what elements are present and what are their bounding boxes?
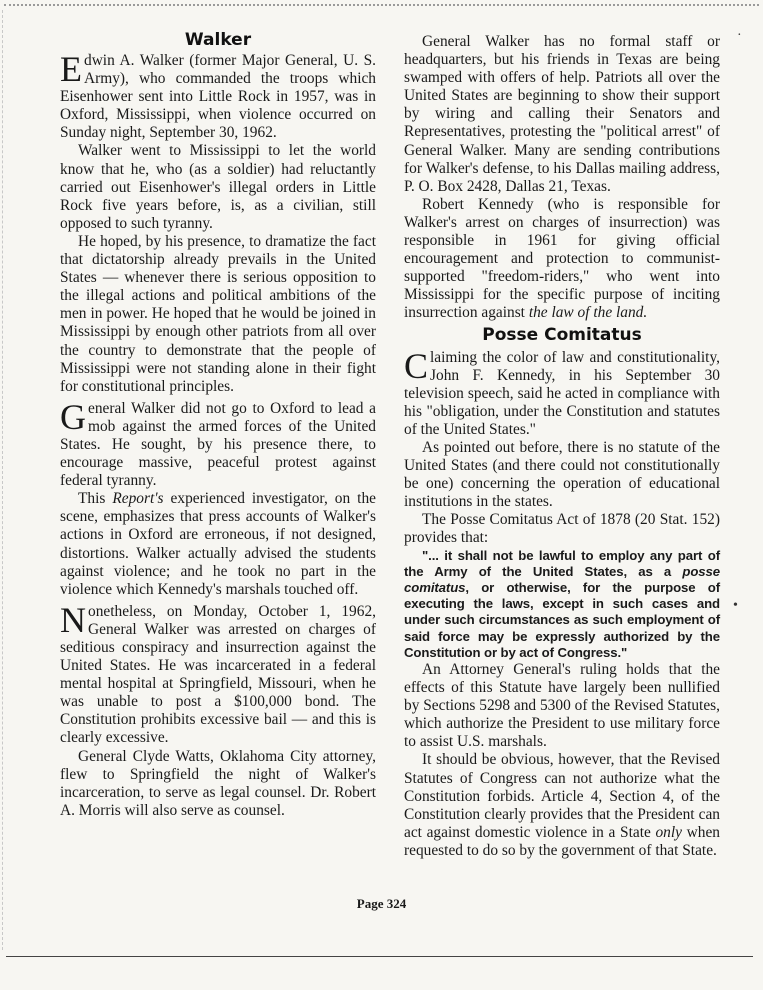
drop-cap: N	[60, 599, 86, 640]
statute-quote: "... it shall not be lawful to employ any part of the Army of the United States, as a posse comitatus, or otherwise, for the purpose of executing the laws, except in such cases and under such circumstances as such employment of said force may be expressly authorized by the Constitution or by act of Congress."	[404, 547, 720, 660]
paragraph: An Attorney General's ruling holds that the effects of this Statute have largely been nullified by Sections 5298 and 5300 of the Revised Statutes, which authorize the President to use military force to assist U.S. marshals.	[404, 660, 720, 751]
paragraph: General Walker has no formal staff or headquarters, but his friends in Texas are being swamped with offers of help. Patriots all over the United States are beginning to show their support by wiring and calling their Senators and Representatives, protesting the "political arrest" of General Walker. Many are sending contributions for Walker's defense, to his Dallas mailing address, P. O. Box 2428, Dallas 21, Texas.	[404, 33, 720, 195]
drop-cap: E	[60, 49, 82, 89]
drop-cap: G	[60, 396, 86, 437]
stray-mark: •	[733, 598, 738, 613]
paragraph: Nonetheless, on Monday, October 1, 1962, General Walker was arrested on charges of seditious conspiracy and insurrection against the United States. He was incarcerated in a federal mental hospital at Springfield, Missouri, when he was unable to post a $100,000 bond. The Constitution prohibits excessive bail — and this is clearly excessive.	[60, 599, 376, 747]
posse-comitatus-heading: Posse Comitatus	[482, 324, 642, 345]
paragraph: The Posse Comitatus Act of 1878 (20 Stat. 152) provides that:	[404, 511, 720, 547]
paragraph: General Clyde Watts, Oklahoma City attorney, flew to Springfield the night of Walker's incarceration, to serve as legal counsel. Dr. Robert A. Morris will also serve as counsel.	[60, 747, 376, 819]
paragraph: Edwin A. Walker (former Major General, U. S. Army), who commanded the troops which Eisenhower sent into Little Rock in 1957, was in Oxford, Mississippi, when violence occurred on Sunday night, September 30, 1962.	[60, 49, 376, 142]
page-number: Page 324	[356, 896, 407, 911]
paragraph: It should be obvious, however, that the Revised Statutes of Congress can not authorize what the Constitution forbids. Article 4, Section 4, of the Constitution clearly provides that the President can act against domestic violence in a State only when requested to do so by the government of that State.	[404, 751, 720, 859]
right-column	[404, 33, 720, 860]
left-edge-rule	[2, 10, 3, 950]
paragraph: Claiming the color of law and constitutionality, John F. Kennedy, in his September 30 television speech, said he acted in compliance with his "obligation, under the Constitution and statutes of the United States."	[404, 345, 720, 438]
paragraph: Walker went to Mississippi to let the world know that he, who (as a soldier) had reluctantly carried out Eisenhower's illegal orders in Little Rock five years before, is, as a civilian, still opposed to such tyranny.	[60, 142, 376, 232]
drop-cap: C	[404, 345, 429, 386]
top-border-rule	[4, 4, 759, 6]
left-column	[60, 30, 376, 820]
paragraph: Robert Kennedy (who is responsible for Walker's arrest on charges of insurrection) was responsible in 1961 for giving official encouragement and protection to communist-supported "freedom-riders," who went into Mississippi for the specific purpose of inciting insurrection against the law of the land.	[404, 195, 720, 322]
paragraph: This Report's experienced investigator, on the scene, emphasizes that press accounts of Walker's actions in Oxford are erroneous, if not designed, distortions. Walker actually advised the students against violence; and he took no part in the violence which Kennedy's marshals touched off.	[60, 490, 376, 598]
paragraph: General Walker did not go to Oxford to lead a mob against the armed forces of the United States. He sought, by his presence there, to encourage massive, peaceful protest against federal tyranny.	[60, 396, 376, 490]
walker-heading: Walker	[184, 30, 252, 50]
bottom-rule	[6, 956, 753, 957]
paragraph: He hoped, by his presence, to dramatize the fact that dictatorship already prevails in the United States — whenever there is serious opposition to the illegal actions and political ambitions of the men in power. He hoped that he would be joined in Mississippi by enough other patriots from all over the country to demonstrate that the people of Mississippi were not standing alone in their fight for constitutional principles.	[60, 232, 376, 395]
paragraph: As pointed out before, there is no statute of the United States (and there could not constitutionally be one) concerning the operation of educational institutions in the states.	[404, 438, 720, 511]
stray-mark: ·	[737, 28, 742, 43]
